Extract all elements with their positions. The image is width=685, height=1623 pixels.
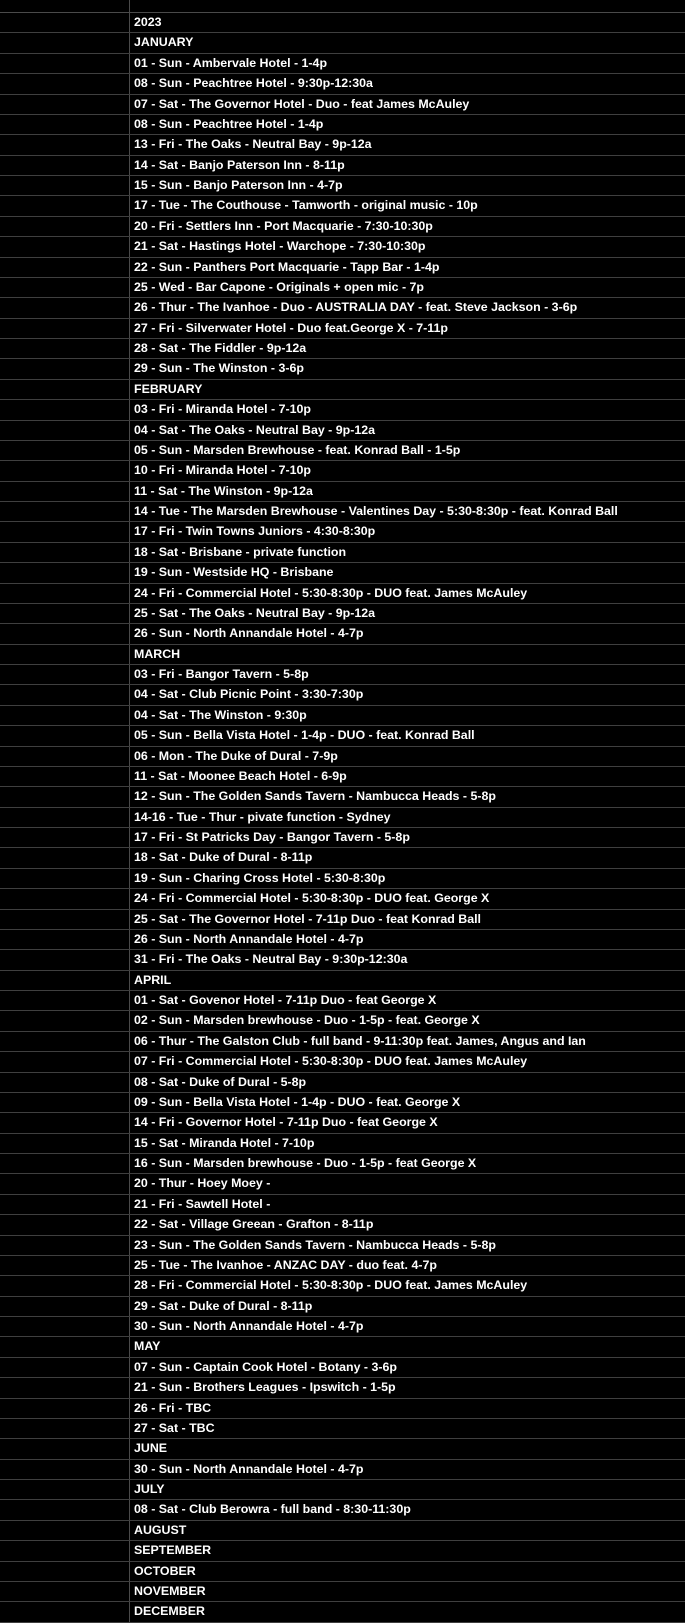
row-header-cell [0, 196, 130, 215]
table-row [0, 115, 685, 135]
schedule-cell: 17 - Fri - Twin Towns Juniors - 4:30-8:30p [134, 524, 376, 539]
table-row [0, 1073, 685, 1093]
schedule-cell: 04 - Sat - The Winston - 9:30p [134, 707, 307, 722]
schedule-cell: 14 - Sat - Banjo Paterson Inn - 8-11p [134, 157, 345, 172]
table-row [0, 298, 685, 318]
table-row [0, 196, 685, 216]
schedule-cell: 10 - Fri - Miranda Hotel - 7-10p [134, 463, 311, 478]
row-header-cell [0, 991, 130, 1010]
row-header-cell [0, 726, 130, 745]
schedule-cell: 13 - Fri - The Oaks - Neutral Bay - 9p-12a [134, 137, 372, 152]
schedule-cell: 02 - Sun - Marsden brewhouse - Duo - 1-5p - feat. George X [134, 1013, 480, 1028]
table-row [0, 747, 685, 767]
row-header-cell [0, 1521, 130, 1540]
row-header-cell [0, 1113, 130, 1132]
row-header-cell [0, 971, 130, 990]
table-row [0, 889, 685, 909]
table-row [0, 74, 685, 94]
table-row [0, 624, 685, 644]
schedule-cell: 03 - Fri - Miranda Hotel - 7-10p [134, 402, 311, 417]
table-row [0, 1113, 685, 1133]
table-row [0, 1134, 685, 1154]
schedule-cell: 24 - Fri - Commercial Hotel - 5:30-8:30p - DUO feat. George X [134, 891, 490, 906]
row-header-cell [0, 1419, 130, 1438]
schedule-cell: 12 - Sun - The Golden Sands Tavern - Nambucca Heads - 5-8p [134, 789, 496, 804]
row-header-cell [0, 645, 130, 664]
row-header-cell [0, 1378, 130, 1397]
schedule-cell: NOVEMBER [134, 1583, 206, 1598]
row-header-cell [0, 1134, 130, 1153]
schedule-cell: 05 - Sun - Marsden Brewhouse - feat. Konrad Ball - 1-5p [134, 442, 461, 457]
schedule-cell: 30 - Sun - North Annandale Hotel - 4-7p [134, 1319, 364, 1333]
schedule-cell: 14 - Tue - The Marsden Brewhouse - Valentines Day - 5:30-8:30p - feat. Konrad Ball [134, 504, 618, 518]
schedule-cell: 21 - Sun - Brothers Leagues - Ipswitch - 1-5p [134, 1380, 396, 1395]
schedule-cell: 14-16 - Tue - Thur - pivate function - Sydney [134, 809, 391, 824]
table-row [0, 563, 685, 583]
row-header-cell [0, 584, 130, 603]
table-row [0, 604, 685, 624]
schedule-cell: 30 - Sun - North Annandale Hotel - 4-7p [134, 1461, 364, 1476]
row-header-cell [0, 400, 130, 419]
schedule-cell: 31 - Fri - The Oaks - Neutral Bay - 9:30p-12:30a [134, 952, 408, 967]
table-row [0, 991, 685, 1011]
table-row [0, 482, 685, 502]
row-header-cell [0, 1337, 130, 1356]
schedule-cell: 23 - Sun - The Golden Sands Tavern - Nambucca Heads - 5-8p [134, 1237, 496, 1252]
table-row [0, 1460, 685, 1480]
table-row [0, 1439, 685, 1459]
row-header-cell [0, 543, 130, 562]
row-header-cell [0, 339, 130, 358]
row-header-cell [0, 1297, 130, 1316]
table-row [0, 1174, 685, 1194]
schedule-cell: 18 - Sat - Brisbane - private function [134, 544, 347, 559]
table-row [0, 1195, 685, 1215]
table-row [0, 1480, 685, 1500]
row-header-cell [0, 1358, 130, 1377]
schedule-cell: 06 - Mon - The Duke of Dural - 7-9p [134, 748, 338, 763]
row-header-cell [0, 1154, 130, 1173]
schedule-cell: 05 - Sun - Bella Vista Hotel - 1-4p - DUO - feat. Konrad Ball [134, 728, 475, 743]
schedule-cell: 29 - Sat - Duke of Dural - 8-11p [134, 1298, 313, 1313]
schedule-cell: 11 - Sat - Moonee Beach Hotel - 6-9p [134, 768, 347, 783]
schedule-cell: 09 - Sun - Bella Vista Hotel - 1-4p - DUO - feat. George X [134, 1094, 461, 1109]
schedule-cell: 04 - Sat - The Oaks - Neutral Bay - 9p-12a [134, 422, 376, 437]
table-row [0, 217, 685, 237]
row-header-cell [0, 54, 130, 73]
row-header-cell [0, 604, 130, 623]
schedule-cell: 08 - Sat - Club Berowra - full band - 8:30-11:30p [134, 1502, 411, 1517]
row-header-cell [0, 910, 130, 929]
schedule-cell: 25 - Tue - The Ivanhoe - ANZAC DAY - duo feat. 4-7p [134, 1257, 437, 1272]
schedule-cell: 18 - Sat - Duke of Dural - 8-11p [134, 850, 313, 865]
table-row [0, 1297, 685, 1317]
schedule-cell: 27 - Fri - Silverwater Hotel - Duo feat.George X - 7-11p [134, 320, 448, 335]
table-row [0, 54, 685, 74]
table-row [0, 156, 685, 176]
table-row [0, 645, 685, 665]
row-header-cell [0, 441, 130, 460]
schedule-cell: 08 - Sun - Peachtree Hotel - 9:30p-12:30a [134, 76, 373, 91]
schedule-cell: 21 - Sat - Hastings Hotel - Warchope - 7:30-10:30p [134, 239, 426, 254]
schedule-cell: MARCH [134, 646, 181, 661]
table-row [0, 135, 685, 155]
table-row [0, 930, 685, 950]
row-header-cell [0, 1174, 130, 1193]
schedule-cell: 08 - Sat - Duke of Dural - 5-8p [134, 1074, 307, 1089]
table-row [0, 1378, 685, 1398]
table-row [0, 910, 685, 930]
table-row [0, 278, 685, 298]
schedule-cell: 27 - Sat - TBC [134, 1420, 215, 1435]
schedule-cell: 17 - Fri - St Patricks Day - Bangor Tavern - 5-8p [134, 830, 410, 844]
table-row [0, 1562, 685, 1582]
schedule-cell: 07 - Sat - The Governor Hotel - Duo - feat James McAuley [134, 96, 470, 111]
table-row [0, 95, 685, 115]
row-header-cell [0, 522, 130, 541]
schedule-cell: 25 - Sat - The Governor Hotel - 7-11p Duo - feat Konrad Ball [134, 911, 481, 926]
table-row [0, 1276, 685, 1296]
schedule-cell: 26 - Fri - TBC [134, 1400, 212, 1415]
table-row [0, 1582, 685, 1602]
schedule-cell: OCTOBER [134, 1563, 196, 1578]
row-header-cell [0, 1399, 130, 1418]
row-header-cell [0, 1256, 130, 1275]
schedule-cell: 08 - Sun - Peachtree Hotel - 1-4p [134, 116, 324, 131]
table-row [0, 1154, 685, 1174]
table-row [0, 258, 685, 278]
row-header-cell [0, 624, 130, 643]
row-header-cell [0, 237, 130, 256]
table-row [0, 767, 685, 787]
row-header-cell [0, 950, 130, 969]
table-row [0, 176, 685, 196]
schedule-cell: 20 - Thur - Hoey Moey - [134, 1176, 271, 1191]
row-header-cell [0, 482, 130, 501]
row-header-cell [0, 319, 130, 338]
row-header-cell [0, 1582, 130, 1601]
row-header-cell [0, 176, 130, 195]
table-row [0, 400, 685, 420]
row-header-cell [0, 1562, 130, 1581]
table-row [0, 461, 685, 481]
schedule-cell: 16 - Sun - Marsden brewhouse - Duo - 1-5p - feat George X [134, 1156, 477, 1170]
table-row [0, 33, 685, 53]
table-row [0, 1541, 685, 1561]
schedule-cell: 11 - Sat - The Winston - 9p-12a [134, 483, 313, 498]
table-row [0, 828, 685, 848]
row-header-cell [0, 461, 130, 480]
table-row [0, 787, 685, 807]
row-header-cell [0, 889, 130, 908]
schedule-cell: AUGUST [134, 1522, 187, 1537]
table-row [0, 685, 685, 705]
table-row [0, 441, 685, 461]
row-header-cell [0, 13, 130, 32]
schedule-cell: 04 - Sat - Club Picnic Point - 3:30-7:30p [134, 687, 364, 702]
schedule-cell: 15 - Sat - Miranda Hotel - 7-10p [134, 1135, 315, 1150]
row-header-cell [0, 1011, 130, 1030]
row-header-cell [0, 1073, 130, 1092]
table-row [0, 1399, 685, 1419]
table-row [0, 869, 685, 889]
row-header-cell [0, 74, 130, 93]
table-row [0, 1337, 685, 1357]
table-row [0, 1317, 685, 1337]
table-row [0, 1358, 685, 1378]
table-row [0, 1093, 685, 1113]
row-header-cell [0, 156, 130, 175]
schedule-cell: JUNE [134, 1441, 168, 1456]
schedule-cell: 01 - Sun - Ambervale Hotel - 1-4p [134, 55, 328, 70]
schedule-cell: SEPTEMBER [134, 1543, 212, 1558]
schedule-rows [0, 13, 685, 1623]
row-header-cell [0, 665, 130, 684]
row-header-cell [0, 1500, 130, 1519]
row-header-cell [0, 1480, 130, 1499]
row-header-cell [0, 1195, 130, 1214]
table-row [0, 1602, 685, 1622]
schedule-cell: JULY [134, 1482, 165, 1496]
table-row [0, 1215, 685, 1235]
schedule-cell: 19 - Sun - Westside HQ - Brisbane [134, 565, 334, 580]
table-row [0, 808, 685, 828]
schedule-cell: 15 - Sun - Banjo Paterson Inn - 4-7p [134, 178, 343, 192]
row-header-cell [0, 380, 130, 399]
table-row [0, 339, 685, 359]
row-header-cell [0, 1093, 130, 1112]
schedule-cell: 25 - Sat - The Oaks - Neutral Bay - 9p-12a [134, 605, 376, 620]
row-header-cell [0, 1460, 130, 1479]
row-header-cell [0, 1215, 130, 1234]
table-row [0, 726, 685, 746]
table-row [0, 319, 685, 339]
table-row [0, 1236, 685, 1256]
schedule-cell: 01 - Sat - Govenor Hotel - 7-11p Duo - feat George X [134, 993, 437, 1007]
row-header-cell [0, 1032, 130, 1051]
table-row [0, 950, 685, 970]
row-header-cell [0, 767, 130, 786]
schedule-cell: MAY [134, 1339, 161, 1354]
schedule-cell: 22 - Sun - Panthers Port Macquarie - Tapp Bar - 1-4p [134, 259, 440, 274]
schedule-cell: 2023 [134, 15, 162, 29]
schedule-cell: 19 - Sun - Charing Cross Hotel - 5:30-8:30p [134, 870, 386, 885]
table-row [0, 848, 685, 868]
table-row [0, 502, 685, 522]
row-header-cell [0, 706, 130, 725]
schedule-cell: 20 - Fri - Settlers Inn - Port Macquarie - 7:30-10:30p [134, 218, 433, 233]
row-header-cell [0, 278, 130, 297]
schedule-cell: 28 - Sat - The Fiddler - 9p-12a [134, 341, 307, 355]
table-row [0, 13, 685, 33]
schedule-cell: 22 - Sat - Village Greean - Grafton - 8-11p [134, 1217, 374, 1232]
row-header-cell [0, 1317, 130, 1336]
row-header-cell [0, 0, 130, 12]
schedule-cell: DECEMBER [134, 1604, 205, 1619]
schedule-cell: 14 - Fri - Governor Hotel - 7-11p Duo - feat George X [134, 1115, 438, 1130]
table-row [0, 522, 685, 542]
row-header-cell [0, 563, 130, 582]
row-header-cell [0, 685, 130, 704]
table-row [0, 584, 685, 604]
row-header-cell [0, 747, 130, 766]
row-header-cell [0, 115, 130, 134]
schedule-cell: 26 - Thur - The Ivanhoe - Duo - AUSTRALIA DAY - feat. Steve Jackson - 3-6p [134, 300, 578, 315]
row-header-cell [0, 95, 130, 114]
row-header-cell [0, 1236, 130, 1255]
schedule-cell: 06 - Thur - The Galston Club - full band - 9-11:30p feat. James, Angus and Ian [134, 1033, 586, 1048]
table-row [0, 421, 685, 441]
table-row [0, 1419, 685, 1439]
schedule-cell: 07 - Fri - Commercial Hotel - 5:30-8:30p - DUO feat. James McAuley [134, 1054, 528, 1069]
row-header-cell [0, 502, 130, 521]
row-header-cell [0, 33, 130, 52]
row-header-cell [0, 359, 130, 378]
row-header-cell [0, 808, 130, 827]
table-row [0, 1052, 685, 1072]
row-header-cell [0, 1439, 130, 1458]
schedule-cell: 17 - Tue - The Couthouse - Tamworth - original music - 10p [134, 198, 478, 213]
row-header-cell [0, 869, 130, 888]
row-header-cell [0, 1541, 130, 1560]
row-header-cell [0, 1276, 130, 1295]
row-header-cell [0, 258, 130, 277]
table-row [0, 1500, 685, 1520]
row-header-cell [0, 930, 130, 949]
schedule-cell: JANUARY [134, 35, 194, 50]
schedule-cell: FEBRUARY [134, 381, 203, 396]
row-header-cell [0, 421, 130, 440]
schedule-cell: 25 - Wed - Bar Capone - Originals + open mic - 7p [134, 279, 424, 294]
row-header-cell [0, 787, 130, 806]
row-header-cell [0, 217, 130, 236]
table-row [0, 1521, 685, 1541]
schedule-cell: 26 - Sun - North Annandale Hotel - 4-7p [134, 931, 364, 946]
table-row [0, 543, 685, 563]
table-row [0, 1256, 685, 1276]
table-row [0, 380, 685, 400]
schedule-cell: 29 - Sun - The Winston - 3-6p [134, 361, 304, 376]
schedule-cell: 28 - Fri - Commercial Hotel - 5:30-8:30p - DUO feat. James McAuley [134, 1278, 528, 1293]
row-header-cell [0, 298, 130, 317]
sheet-top-strip [0, 0, 685, 13]
table-row [0, 237, 685, 257]
schedule-cell: 21 - Fri - Sawtell Hotel - [134, 1196, 271, 1211]
table-row [0, 359, 685, 379]
table-row [0, 706, 685, 726]
schedule-cell: 24 - Fri - Commercial Hotel - 5:30-8:30p - DUO feat. James McAuley [134, 585, 528, 600]
table-row [0, 971, 685, 991]
row-header-cell [0, 848, 130, 867]
table-row [0, 665, 685, 685]
row-header-cell [0, 1052, 130, 1071]
schedule-cell: 03 - Fri - Bangor Tavern - 5-8p [134, 667, 309, 681]
schedule-cell: APRIL [134, 972, 172, 987]
row-header-cell [0, 135, 130, 154]
schedule-cell: 26 - Sun - North Annandale Hotel - 4-7p [134, 626, 364, 641]
table-row [0, 1032, 685, 1052]
table-row [0, 1011, 685, 1031]
schedule-cell: 07 - Sun - Captain Cook Hotel - Botany - 3-6p [134, 1359, 397, 1374]
row-header-cell [0, 828, 130, 847]
